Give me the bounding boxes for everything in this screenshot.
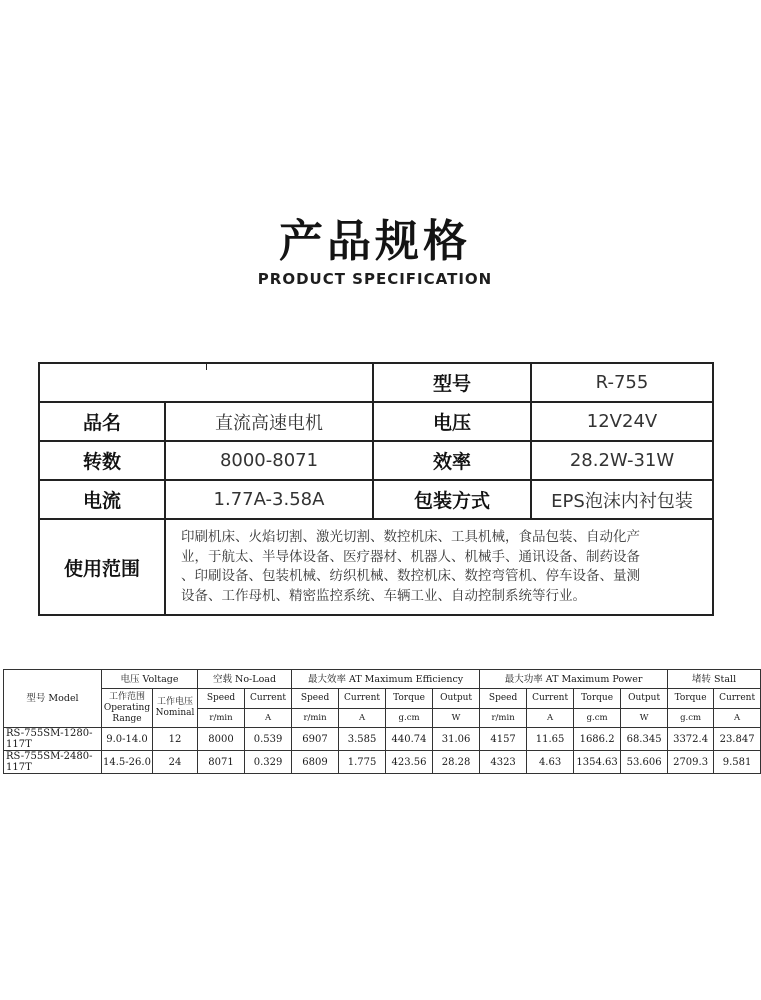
perf-header-sub xyxy=(4,689,761,709)
usage-line: 设备、工作母机、精密监控系统、车辆工业、自动控制系统等行业。 xyxy=(181,587,586,604)
spec-label-speed: 转数 xyxy=(39,441,165,480)
spec-table xyxy=(38,362,714,616)
spec-value-speed: 8000-8071 xyxy=(165,441,373,480)
perf-header-model: 型号 Model xyxy=(4,670,102,728)
cell-nl-speed: 8071 xyxy=(198,751,245,774)
perf-unit: g.cm xyxy=(574,709,621,728)
perf-unit: A xyxy=(245,709,292,728)
operating-en: Operating Range xyxy=(103,702,151,724)
perf-sub-output: Output xyxy=(433,689,480,709)
table-row xyxy=(4,751,761,774)
usage-line: 、印刷设备、包装机械、纺织机械、数控机床、数控弯管机、停车设备、量测 xyxy=(181,568,640,584)
spec-label-efficiency: 效率 xyxy=(373,441,531,480)
perf-header-max-power: 最大功率 AT Maximum Power xyxy=(480,670,668,689)
cell-mp-speed: 4323 xyxy=(480,751,527,774)
cell-me-torque: 423.56 xyxy=(386,751,433,774)
perf-header-nominal xyxy=(153,689,198,728)
cell-me-current: 3.585 xyxy=(339,728,386,751)
perf-sub-current: Current xyxy=(527,689,574,709)
perf-header-no-load: 空载 No-Load xyxy=(198,670,292,689)
cell-me-torque: 440.74 xyxy=(386,728,433,751)
cell-nominal: 24 xyxy=(153,751,198,774)
cell-operating: 14.5-26.0 xyxy=(102,751,153,774)
cell-nl-speed: 8000 xyxy=(198,728,245,751)
perf-unit: r/min xyxy=(198,709,245,728)
spec-row xyxy=(39,441,713,480)
perf-sub-torque: Torque xyxy=(386,689,433,709)
perf-unit: W xyxy=(433,709,480,728)
page-title-en: PRODUCT SPECIFICATION xyxy=(257,270,493,288)
cell-nl-current: 0.539 xyxy=(245,728,292,751)
cell-st-torque: 2709.3 xyxy=(668,751,714,774)
spec-value-packaging: EPS泡沫内衬包装 xyxy=(531,480,713,519)
perf-sub-current: Current xyxy=(339,689,386,709)
cell-operating: 9.0-14.0 xyxy=(102,728,153,751)
cell-model: RS-755SM-2480-117T xyxy=(4,751,102,774)
spec-row-model xyxy=(39,363,713,402)
cell-mp-speed: 4157 xyxy=(480,728,527,751)
usage-line: 业，于航太、半导体设备、医疗器材、机器人、机械手、通讯设备、制药设备 xyxy=(181,548,640,565)
usage-line: 印刷机床、火焰切割、激光切割、数控机床、工具机械，食品包装、自动化产 xyxy=(181,529,640,545)
cell-st-current: 9.581 xyxy=(714,751,761,774)
cell-me-speed: 6907 xyxy=(292,728,339,751)
spec-label-packaging: 包装方式 xyxy=(373,480,531,519)
page-title-cn: 产品规格 xyxy=(279,216,471,267)
spec-label-usage: 使用范围 xyxy=(39,519,165,615)
spec-value-name: 直流高速电机 xyxy=(165,402,373,441)
perf-header-max-efficiency: 最大效率 AT Maximum Efficiency xyxy=(292,670,480,689)
perf-sub-torque: Torque xyxy=(574,689,621,709)
cell-nl-current: 0.329 xyxy=(245,751,292,774)
cell-me-output: 28.28 xyxy=(433,751,480,774)
spec-row xyxy=(39,480,713,519)
spec-label-name: 品名 xyxy=(39,402,165,441)
cell-mp-torque: 1686.2 xyxy=(574,728,621,751)
cell-st-current: 23.847 xyxy=(714,728,761,751)
spec-value-usage xyxy=(165,519,713,615)
spec-label-current: 电流 xyxy=(39,480,165,519)
perf-header-operating xyxy=(102,689,153,728)
cell-mp-output: 68.345 xyxy=(621,728,668,751)
perf-sub-torque: Torque xyxy=(668,689,714,709)
perf-unit: A xyxy=(339,709,386,728)
spec-row-usage xyxy=(39,519,713,615)
perf-sub-output: Output xyxy=(621,689,668,709)
spec-row xyxy=(39,402,713,441)
perf-unit: g.cm xyxy=(668,709,714,728)
perf-unit: A xyxy=(714,709,761,728)
spec-value-model: R-755 xyxy=(531,363,713,402)
spec-value-efficiency: 28.2W-31W xyxy=(531,441,713,480)
spec-value-voltage: 12V24V xyxy=(531,402,713,441)
perf-header-stall: 堵转 Stall xyxy=(668,670,761,689)
spec-label-model: 型号 xyxy=(373,363,531,402)
perf-unit: W xyxy=(621,709,668,728)
operating-cn: 工作范围 xyxy=(108,691,145,702)
table-row xyxy=(4,728,761,751)
spec-value-current: 1.77A-3.58A xyxy=(165,480,373,519)
performance-table xyxy=(3,669,761,774)
perf-header-groups xyxy=(4,670,761,689)
perf-sub-current: Current xyxy=(714,689,761,709)
perf-unit: g.cm xyxy=(386,709,433,728)
perf-unit: A xyxy=(527,709,574,728)
perf-sub-speed: Speed xyxy=(292,689,339,709)
perf-unit: r/min xyxy=(292,709,339,728)
cell-me-speed: 6809 xyxy=(292,751,339,774)
cell-me-current: 1.775 xyxy=(339,751,386,774)
spec-label-voltage: 电压 xyxy=(373,402,531,441)
cell-nominal: 12 xyxy=(153,728,198,751)
cell-st-torque: 3372.4 xyxy=(668,728,714,751)
perf-header-voltage: 电压 Voltage xyxy=(102,670,198,689)
cell-mp-torque: 1354.63 xyxy=(574,751,621,774)
spec-blank-cell xyxy=(39,363,373,402)
perf-sub-current: Current xyxy=(245,689,292,709)
nominal-en: Nominal xyxy=(155,708,195,718)
cell-model: RS-755SM-1280-117T xyxy=(4,728,102,751)
cell-mp-current: 11.65 xyxy=(527,728,574,751)
cell-me-output: 31.06 xyxy=(433,728,480,751)
perf-sub-speed: Speed xyxy=(480,689,527,709)
perf-unit: r/min xyxy=(480,709,527,728)
nominal-cn: 工作电压 xyxy=(157,697,194,707)
perf-sub-speed: Speed xyxy=(198,689,245,709)
cell-mp-current: 4.63 xyxy=(527,751,574,774)
cell-mp-output: 53.606 xyxy=(621,751,668,774)
